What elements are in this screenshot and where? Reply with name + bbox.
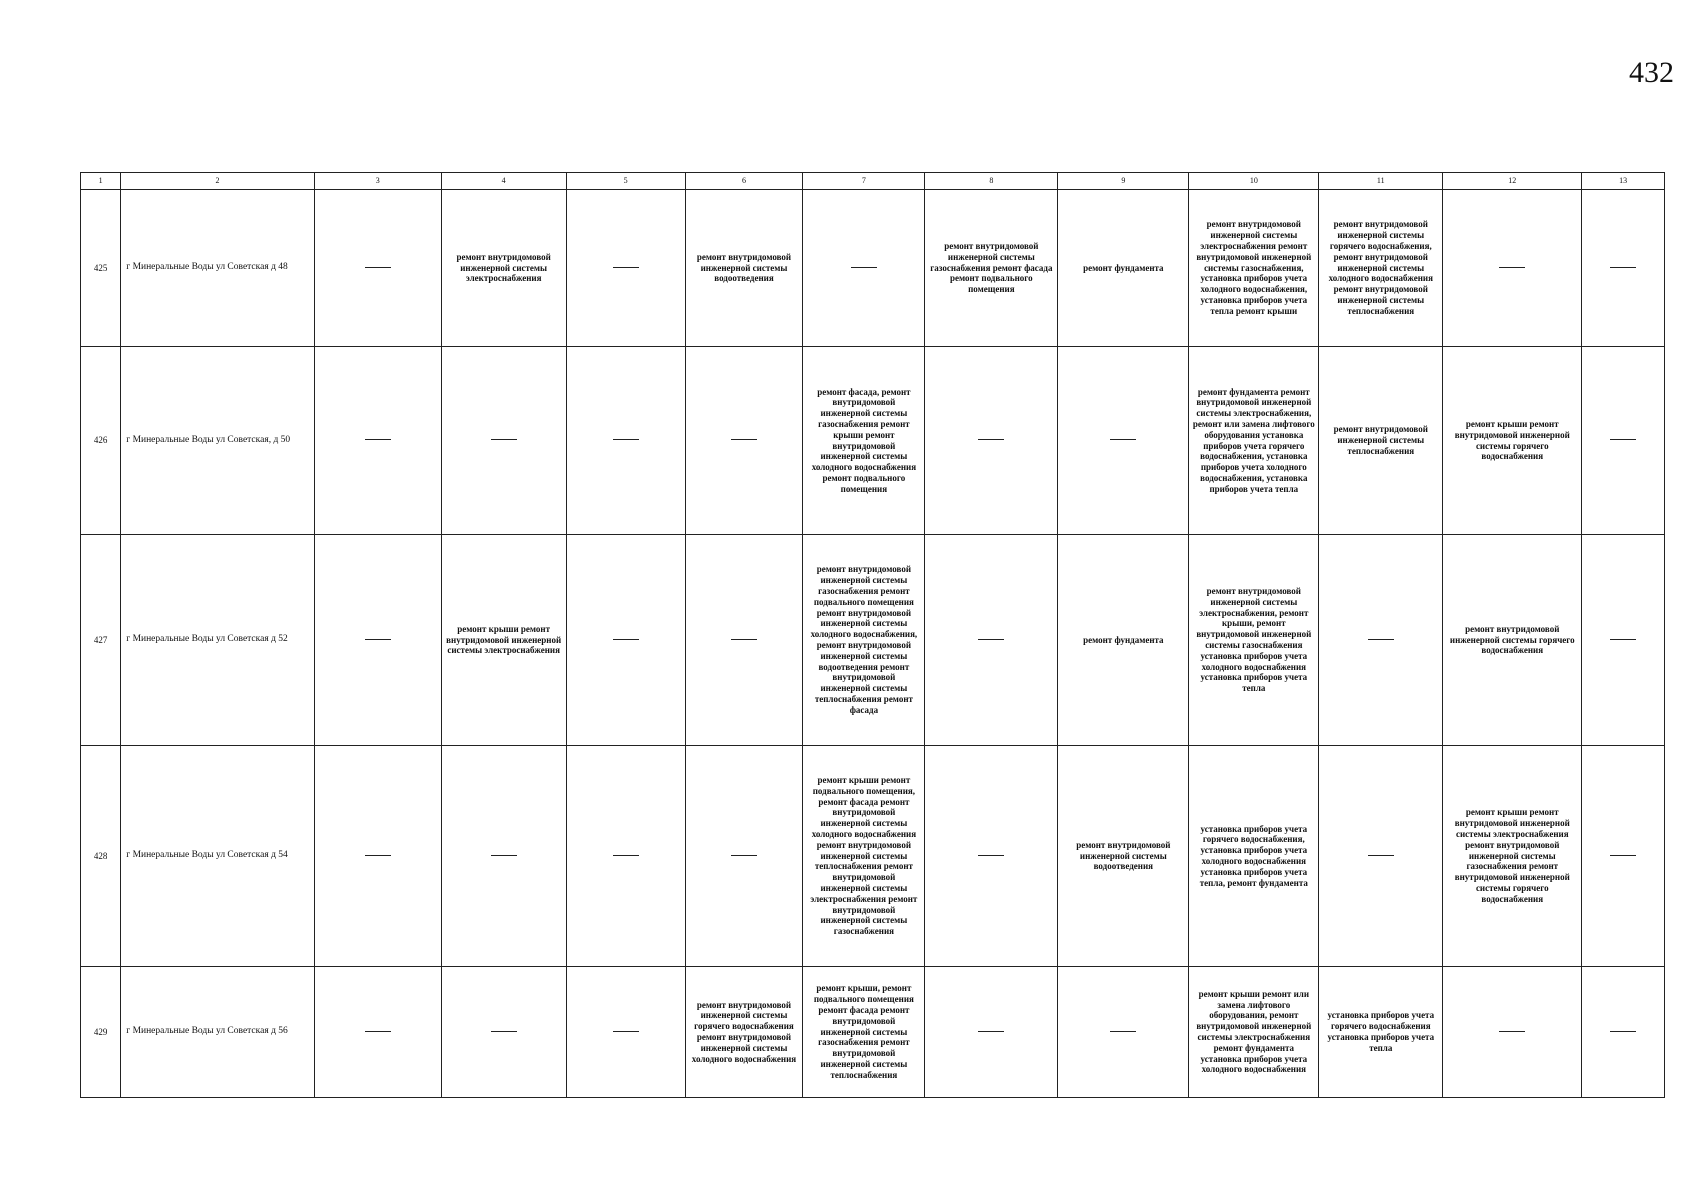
dash-mark: [851, 267, 877, 268]
empty-cell: [925, 347, 1058, 535]
column-number: 13: [1582, 173, 1665, 190]
work-description-cell: ремонт крыши, ремонт подвального помещения ремонт фасада ремонт внутридомовой инженерной системы газоснабжения ремонт внутридомовой инженерной системы теплоснабжения: [803, 967, 925, 1098]
dash-mark: [365, 1031, 391, 1032]
dash-mark: [491, 855, 517, 856]
row-number-cell: 427: [81, 535, 121, 746]
empty-cell: [441, 347, 566, 535]
work-description-cell: ремонт фасада, ремонт внутридомовой инженерной системы газоснабжения ремонт крыши ремонт внутридомовой инженерной системы холодного водоснабжения ремонт подвального помещения: [803, 347, 925, 535]
dash-mark: [1610, 267, 1636, 268]
dash-mark: [978, 1031, 1004, 1032]
dash-mark: [613, 855, 639, 856]
table-body: [81, 190, 1665, 1098]
table-row: [81, 347, 1665, 535]
dash-mark: [1110, 439, 1136, 440]
dash-mark: [365, 267, 391, 268]
dash-mark: [1610, 855, 1636, 856]
column-number: 5: [566, 173, 685, 190]
work-description-cell: ремонт внутридомовой инженерной системы электроснабжения: [441, 190, 566, 347]
empty-cell: [1319, 535, 1443, 746]
dash-mark: [365, 639, 391, 640]
dash-mark: [1110, 1031, 1136, 1032]
empty-cell: [1443, 967, 1582, 1098]
dash-mark: [613, 1031, 639, 1032]
empty-cell: [566, 347, 685, 535]
work-description-cell: установка приборов учета горячего водоснабжения установка приборов учета тепла: [1319, 967, 1443, 1098]
empty-cell: [314, 347, 441, 535]
work-description-cell: ремонт фундамента ремонт внутридомовой инженерной системы электроснабжения, ремонт или замена лифтового оборудования установка приборов учета горячего водоснабжения, установка приборов учета холодного водоснабжения, установка приборов учета тепла: [1189, 347, 1319, 535]
empty-cell: [685, 746, 803, 967]
work-description-cell: ремонт внутридомовой инженерной системы электроснабжения ремонт внутридомовой инженерной системы газоснабжения, установка приборов учета холодного водоснабжения, установка приборов учета тепла ремонт крыши: [1189, 190, 1319, 347]
empty-cell: [566, 190, 685, 347]
empty-cell: [1582, 190, 1665, 347]
column-number: 9: [1058, 173, 1189, 190]
work-description-cell: ремонт фундамента: [1058, 535, 1189, 746]
table-row: [81, 967, 1665, 1098]
empty-cell: [925, 967, 1058, 1098]
column-number: 3: [314, 173, 441, 190]
dash-mark: [1610, 439, 1636, 440]
empty-cell: [566, 535, 685, 746]
column-number: 4: [441, 173, 566, 190]
address-cell: г Минеральные Воды ул Советская д 48: [121, 190, 314, 347]
table-row: [81, 190, 1665, 347]
empty-cell: [925, 746, 1058, 967]
table-row: [81, 746, 1665, 967]
table-row: [81, 535, 1665, 746]
work-description-cell: ремонт внутридомовой инженерной системы газоснабжения ремонт подвального помещения ремонт внутридомовой инженерной системы холодного водоснабжения, ремонт внутридомовой инженерной системы водоотведения ремонт внутридомовой инженерной системы теплоснабжения ремонт фасада: [803, 535, 925, 746]
column-number: 12: [1443, 173, 1582, 190]
dash-mark: [1499, 267, 1525, 268]
dash-mark: [613, 639, 639, 640]
work-description-cell: ремонт внутридомовой инженерной системы горячего водоснабжения, ремонт внутридомовой инженерной системы холодного водоснабжения ремонт внутридомовой инженерной системы теплоснабжения: [1319, 190, 1443, 347]
row-number-cell: 429: [81, 967, 121, 1098]
work-description-cell: ремонт внутридомовой инженерной системы теплоснабжения: [1319, 347, 1443, 535]
dash-mark: [978, 639, 1004, 640]
work-description-cell: ремонт крыши ремонт внутридомовой инженерной системы горячего водоснабжения: [1443, 347, 1582, 535]
empty-cell: [314, 190, 441, 347]
empty-cell: [1058, 967, 1189, 1098]
dash-mark: [613, 439, 639, 440]
column-number: 11: [1319, 173, 1443, 190]
empty-cell: [1443, 190, 1582, 347]
work-description-cell: ремонт крыши ремонт внутридомовой инженерной системы электроснабжения ремонт внутридомовой инженерной системы газоснабжения ремонт внутридомовой инженерной системы горячего водоснабжения: [1443, 746, 1582, 967]
column-number: 8: [925, 173, 1058, 190]
dash-mark: [978, 855, 1004, 856]
dash-mark: [1610, 1031, 1636, 1032]
empty-cell: [803, 190, 925, 347]
dash-mark: [978, 439, 1004, 440]
empty-cell: [1319, 746, 1443, 967]
column-number: 7: [803, 173, 925, 190]
dash-mark: [1368, 639, 1394, 640]
work-description-cell: ремонт крыши ремонт или замена лифтового оборудования, ремонт внутридомовой инженерной системы электроснабжения ремонт фундамента установка приборов учета холодного водоснабжения: [1189, 967, 1319, 1098]
work-description-cell: ремонт крыши ремонт подвального помещения, ремонт фасада ремонт внутридомовой инженерной системы холодного водоснабжения ремонт внутридомовой инженерной системы теплоснабжения ремонт внутридомовой инженерной системы электроснабжения ремонт внутридомовой инженерной системы газоснабжения: [803, 746, 925, 967]
dash-mark: [731, 855, 757, 856]
empty-cell: [441, 967, 566, 1098]
dash-mark: [365, 855, 391, 856]
dash-mark: [1610, 639, 1636, 640]
empty-cell: [314, 535, 441, 746]
address-cell: г Минеральные Воды ул Советская д 54: [121, 746, 314, 967]
empty-cell: [566, 967, 685, 1098]
empty-cell: [314, 746, 441, 967]
dash-mark: [1499, 1031, 1525, 1032]
column-number: 1: [81, 173, 121, 190]
column-number: 6: [685, 173, 803, 190]
empty-cell: [1058, 347, 1189, 535]
row-number-cell: 426: [81, 347, 121, 535]
empty-cell: [1582, 535, 1665, 746]
work-description-cell: ремонт внутридомовой инженерной системы горячего водоснабжения: [1443, 535, 1582, 746]
column-number: 2: [121, 173, 314, 190]
work-description-cell: ремонт внутридомовой инженерной системы электроснабжения, ремонт крыши, ремонт внутридомовой инженерной системы газоснабжения установка приборов учета холодного водоснабжения установка приборов учета тепла: [1189, 535, 1319, 746]
dash-mark: [491, 439, 517, 440]
dash-mark: [613, 267, 639, 268]
work-description-cell: ремонт внутридомовой инженерной системы водоотведения: [685, 190, 803, 347]
column-number: 10: [1189, 173, 1319, 190]
page-number: 432: [1629, 56, 1674, 89]
work-description-cell: ремонт фундамента: [1058, 190, 1189, 347]
work-description-cell: установка приборов учета горячего водоснабжения, установка приборов учета холодного водоснабжения установка приборов учета тепла, ремонт фундамента: [1189, 746, 1319, 967]
empty-cell: [314, 967, 441, 1098]
row-number-cell: 425: [81, 190, 121, 347]
empty-cell: [566, 746, 685, 967]
work-description-cell: ремонт внутридомовой инженерной системы водоотведения: [1058, 746, 1189, 967]
dash-mark: [1368, 855, 1394, 856]
dash-mark: [365, 439, 391, 440]
dash-mark: [731, 439, 757, 440]
empty-cell: [685, 347, 803, 535]
address-cell: г Минеральные Воды ул Советская д 52: [121, 535, 314, 746]
empty-cell: [1582, 347, 1665, 535]
empty-cell: [1582, 967, 1665, 1098]
repair-schedule-table: [80, 172, 1665, 1098]
work-description-cell: ремонт внутридомовой инженерной системы газоснабжения ремонт фасада ремонт подвального помещения: [925, 190, 1058, 347]
empty-cell: [685, 535, 803, 746]
empty-cell: [925, 535, 1058, 746]
empty-cell: [441, 746, 566, 967]
empty-cell: [1582, 746, 1665, 967]
row-number-cell: 428: [81, 746, 121, 967]
work-description-cell: ремонт внутридомовой инженерной системы горячего водоснабжения ремонт внутридомовой инженерной системы холодного водоснабжения: [685, 967, 803, 1098]
column-number-header: [81, 173, 1665, 190]
dash-mark: [491, 1031, 517, 1032]
address-cell: г Минеральные Воды ул Советская д 56: [121, 967, 314, 1098]
work-description-cell: ремонт крыши ремонт внутридомовой инженерной системы электроснабжения: [441, 535, 566, 746]
dash-mark: [731, 639, 757, 640]
address-cell: г Минеральные Воды ул Советская, д 50: [121, 347, 314, 535]
